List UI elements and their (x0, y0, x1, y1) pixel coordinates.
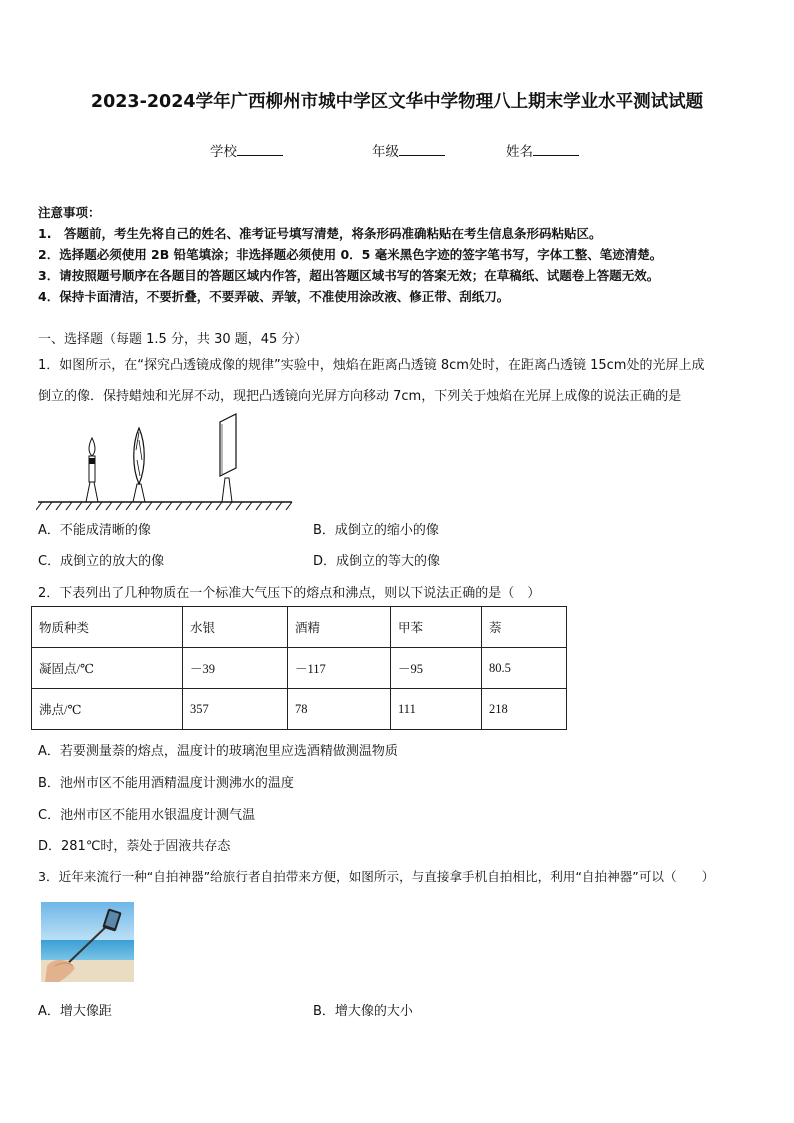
q2-option-d[interactable]: D．281℃时，萘处于固液共存态 (38, 839, 231, 854)
table-cell: 78 (288, 689, 391, 730)
q1-stem-line2: 倒立的像．保持蜡烛和光屏不动，现把凸透镜向光屏方向移动 7cm，下列关于烛焰在光屏上成像的说法正确的是 (38, 389, 682, 404)
note-item-1: 1. 答题前，考生先将自己的姓名、准考证号填写清楚，将条形码准确粘贴在考生信息条形码粘贴区。 (38, 226, 602, 241)
school-blank[interactable] (237, 143, 283, 156)
table-cell: －117 (288, 648, 391, 689)
name-label: 姓名 (506, 144, 533, 160)
table-row (32, 689, 567, 730)
note-item-2: 2．选择题必须使用 2B 铅笔填涂；非选择题必须使用 0．5 毫米黑色字迹的签字笔书写，字体工整、笔迹清楚。 (38, 247, 663, 262)
name-field (506, 140, 579, 160)
q2-option-c[interactable]: C．池州市区不能用水银温度计测气温 (38, 808, 256, 823)
note-item-4: 4．保持卡面清洁，不要折叠，不要弄破、弄皱，不准使用涂改液、修正带、刮纸刀。 (38, 289, 510, 304)
table-cell: 218 (482, 689, 567, 730)
grade-label: 年级 (372, 144, 399, 160)
grade-blank[interactable] (399, 143, 445, 156)
q1-option-c[interactable]: C．成倒立的放大的像 (38, 554, 165, 569)
q1-option-d[interactable]: D．成倒立的等大的像 (313, 554, 441, 569)
school-field (210, 140, 283, 160)
melting-boiling-table (31, 606, 567, 730)
table-cell: －39 (183, 648, 288, 689)
grade-field (372, 140, 445, 160)
table-cell: 沸点/℃ (32, 689, 183, 730)
table-row (32, 648, 567, 689)
school-label: 学校 (210, 144, 237, 160)
table-cell: 80.5 (482, 648, 567, 689)
lens-experiment-diagram (36, 410, 296, 515)
screen-icon (220, 414, 236, 502)
note-item-3: 3．请按照题号顺序在各题目的答题区域内作答，超出答题区域书写的答案无效；在草稿纸、试题卷上答题无效。 (38, 268, 660, 283)
q2-option-b[interactable]: B．池州市区不能用酒精温度计测沸水的温度 (38, 776, 294, 791)
table-cell: －95 (391, 648, 482, 689)
q1-option-b[interactable]: B．成倒立的缩小的像 (313, 523, 439, 538)
table-cell: 111 (391, 689, 482, 730)
page-title: 2023-2024学年广西柳州市城中学区文华中学物理八上期末学业水平测试试题 (90, 92, 704, 112)
table-cell: 物质种类 (32, 607, 183, 648)
selfie-stick-icon (41, 902, 134, 982)
selfie-stick-photo (41, 902, 134, 982)
q2-stem: 2．下表列出了几种物质在一个标准大气压下的熔点和沸点，则以下说法正确的是（ ） (38, 586, 541, 601)
q3-stem: 3．近年来流行一种“自拍神器”给旅行者自拍带来方便，如图所示，与直接拿手机自拍相比，利用“自拍神器”可以（ ） (38, 869, 715, 884)
q3-option-a[interactable]: A．增大像距 (38, 1004, 112, 1019)
table-cell: 凝固点/℃ (32, 648, 183, 689)
convex-lens-icon (133, 428, 145, 502)
q1-option-a[interactable]: A．不能成清晰的像 (38, 523, 151, 538)
table-cell: 357 (183, 689, 288, 730)
table-cell: 甲苯 (391, 607, 482, 648)
q1-stem-line1: 1．如图所示，在“探究凸透镜成像的规律”实验中，烛焰在距离凸透镜 8cm处时，在距离凸透镜 15cm处的光屏上成 (38, 358, 705, 373)
table-cell: 萘 (482, 607, 567, 648)
q2-option-a[interactable]: A．若要测量萘的熔点，温度计的玻璃泡里应选酒精做测温物质 (38, 744, 398, 759)
notes-heading: 注意事项： (38, 205, 101, 220)
name-blank[interactable] (533, 143, 579, 156)
table-cell: 酒精 (288, 607, 391, 648)
table-cell: 水银 (183, 607, 288, 648)
candle-icon (86, 438, 98, 502)
section-heading: 一、选择题（每题 1.5 分，共 30 题，45 分） (38, 332, 308, 347)
q3-option-b[interactable]: B．增大像的大小 (313, 1004, 413, 1019)
table-row (32, 607, 567, 648)
